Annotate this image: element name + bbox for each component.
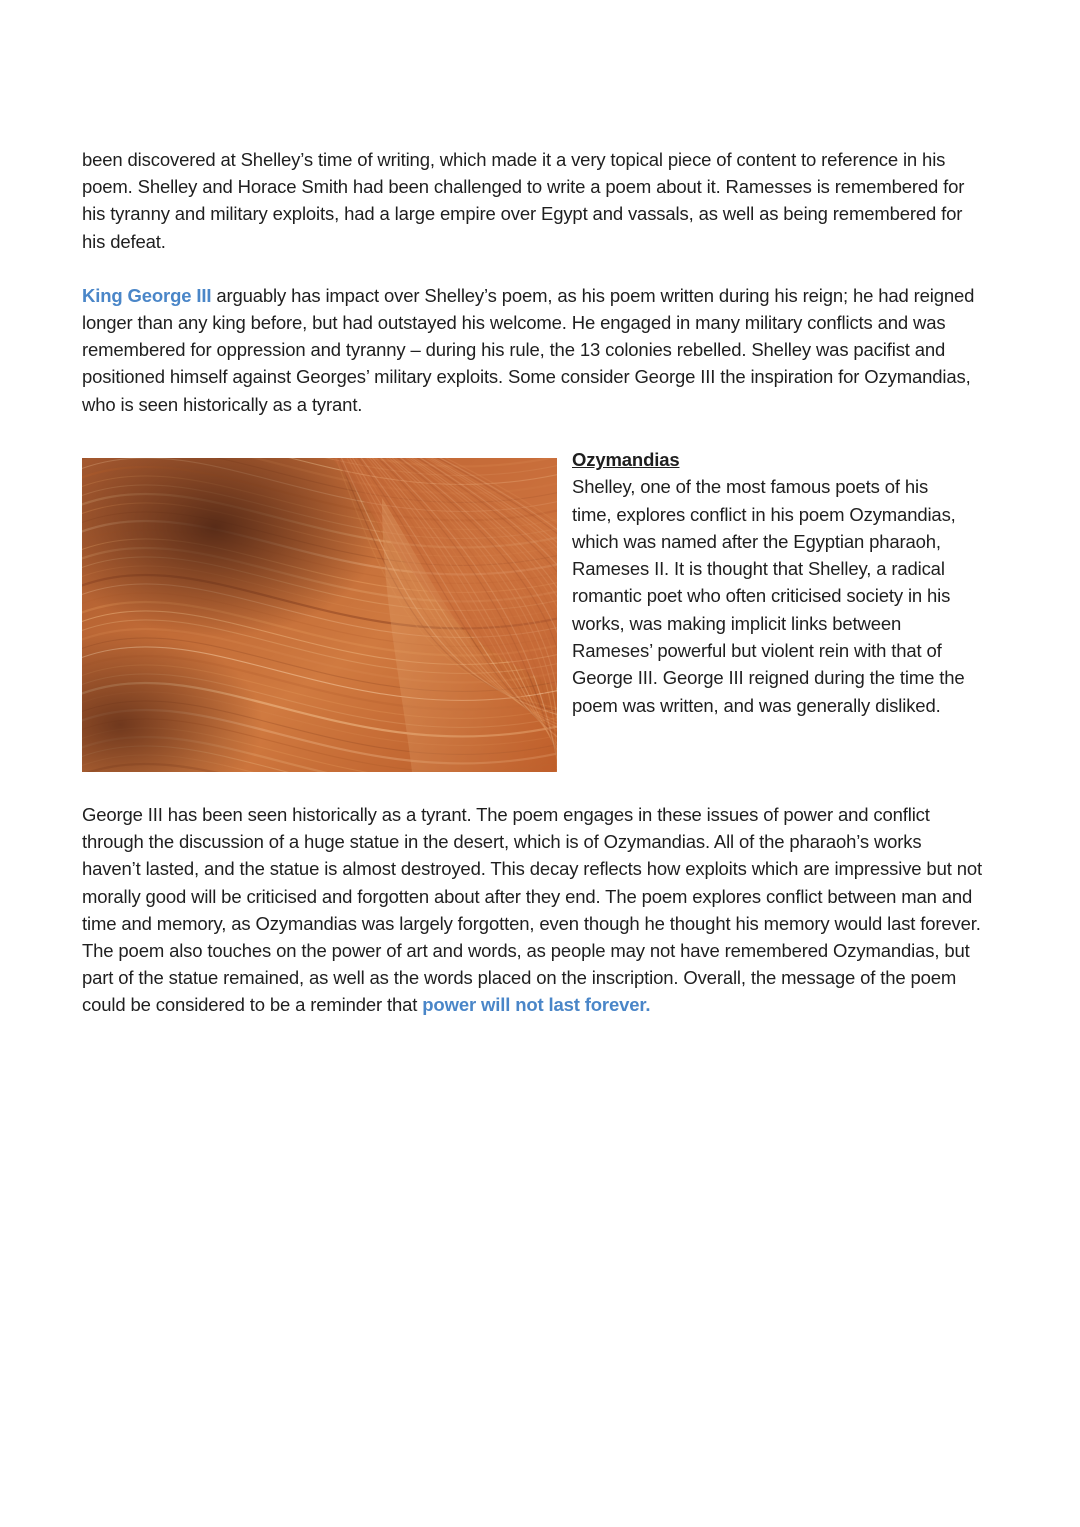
conclusion-text: George III has been seen historically as a tyrant. The poem engages in these issues of power and conflict through the discussion of a huge statue in the desert, which is of Ozymandias. All of the pharaoh’s works haven’t lasted, and the statue is almost destroyed. This decay reflects how exploits which are impressive but not morally good will be criticised and forgotten about after they end. The poem explores conflict between man and time and memory, as Ozymandias was largely forgotten, even though he thought his memory would last forever. The poem also touches on the power of art and words, as people may not have remembered Ozymandias, but part of the statue remained, as well as the words placed on the inscription. Overall, the message of the poem could be considered to be a reminder that <box>82 804 982 1016</box>
george-paragraph <box>82 282 982 418</box>
george-text: arguably has impact over Shelley’s poem, as his poem written during his reign; he had reigned longer than any king before, but had outstayed his welcome. He engaged in many military conflicts and was remembered for oppression and tyranny – during his rule, the 13 colonies rebelled. Shelley was pacifist and positioned himself against Georges’ military exploits. Some consider George III the inspiration for Ozymandias, who is seen historically as a tyrant. <box>82 284 975 415</box>
conclusion-highlight: power will not last forever. <box>422 994 651 1016</box>
conclusion-paragraph <box>82 801 982 1019</box>
conclusion-section <box>82 801 982 1019</box>
sandstone-photo <box>82 458 557 772</box>
ozymandias-text: Shelley, one of the most famous poets of his time, explores conflict in his poem Ozymandias, which was named after the Egyptian pharaoh, Rameses II. It is thought that Shelley, a radical romantic poet who often criticised society in his works, was making implicit links between Rameses’ powerful but violent rein with that of George III. George III reigned during the time the poem was written, and was generally disliked. <box>572 476 965 716</box>
intro-text: been discovered at Shelley’s time of writing, which made it a very topical piece of content to reference in his poem. Shelley and Horace Smith had been challenged to write a poem about it. Ramesses is remembered for his tyranny and military exploits, had a large empire over Egypt and vassals, as well as being remembered for his defeat. <box>82 149 965 252</box>
ozymandias-heading: Ozymandias <box>572 449 680 470</box>
sandstone-image <box>82 458 557 772</box>
document-body <box>82 146 982 418</box>
intro-paragraph <box>82 146 982 255</box>
figure-section <box>82 446 982 776</box>
george-highlight: King George III <box>82 284 212 306</box>
ozymandias-section <box>572 446 972 719</box>
